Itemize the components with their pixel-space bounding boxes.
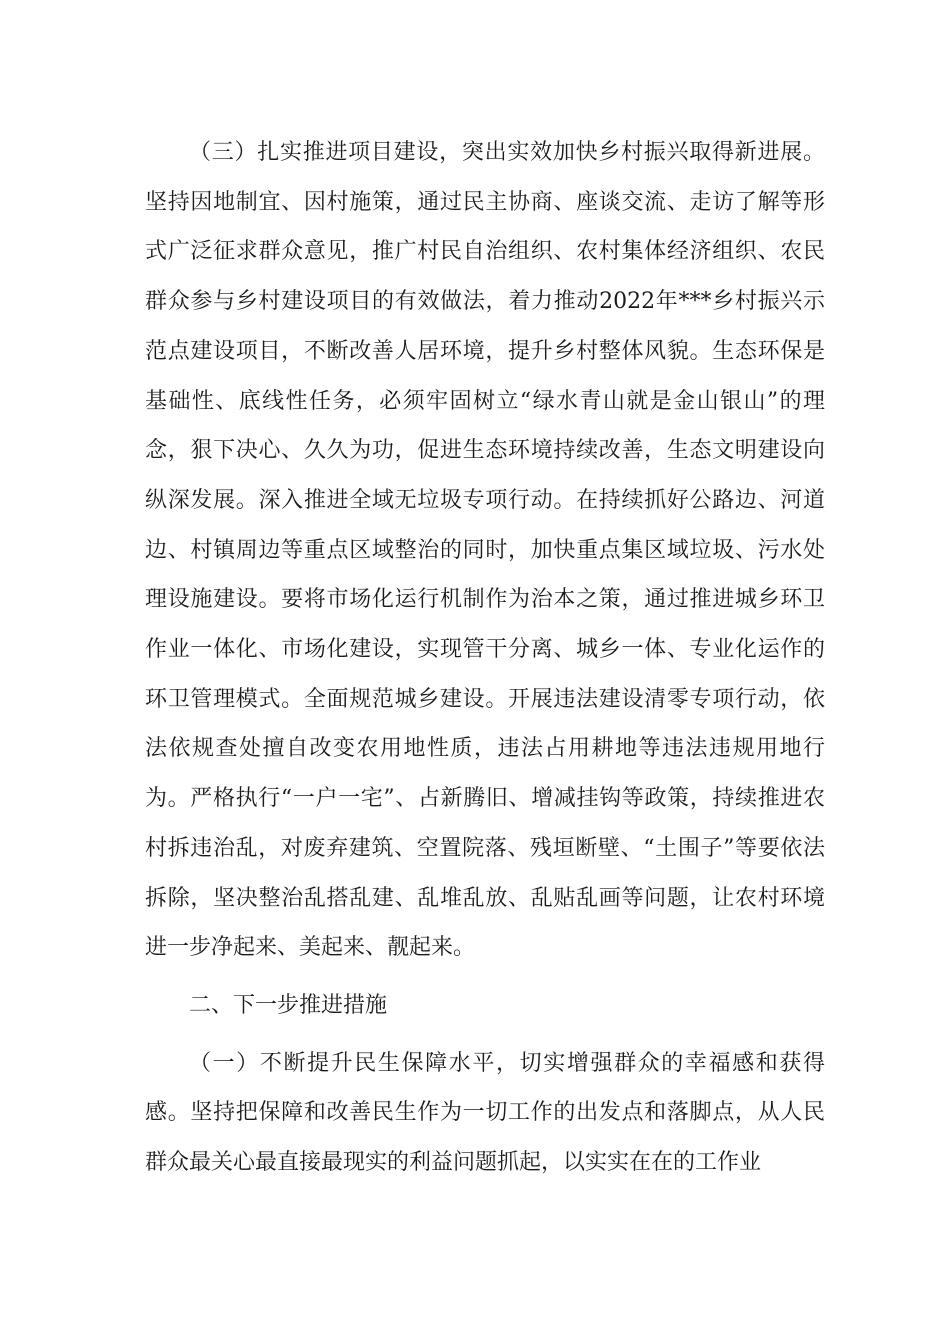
document-body — [145, 128, 825, 1188]
section-heading-next-steps: 二、下一步推进措施 — [189, 992, 388, 1018]
paragraph-project-construction: （三）扎实推进项目建设，突出实效加快乡村振兴取得新进展。坚持因地制宜、因村施策，通过民主协商、座谈交流、走访了解等形式广泛征求群众意见，推广村民自治组织、农村集体经济组织、农民群众参与乡村建设项目的有效做法，着力推动2022年***乡村振兴示范点建设项目，不断改善人居环境，提升乡村整体风貌。生态环保是基础性、底线性任务，必须牢固树立“绿水青山就是金山银山”的理念，狠下决心、久久为功，促进生态环境持续改善，生态文明建设向纵深发展。深入推进全域无垃圾专项行动。在持续抓好公路边、河道边、村镇周边等重点区域整治的同时，加快重点集区域垃圾、污水处理设施建设。要将市场化运行机制作为治本之策，通过推进城乡环卫作业一体化、市场化建设，实现管干分离、城乡一体、专业化运作的环卫管理模式。全面规范城乡建设。开展违法建设清零专项行动，依法依规查处擅自改变农用地性质，违法占用耕地等违法违规用地行为。严格执行“一户一宅”、占新腾旧、增减挂钩等政策，持续推进农村拆违治乱，对废弃建筑、空置院落、残垣断壁、“土围子”等要依法拆除，坚决整治乱搭乱建、乱堆乱放、乱贴乱画等问题，让农村环境进一步净起来、美起来、靓起来。 — [145, 140, 825, 961]
paragraph-livelihood-security: （一）不断提升民生保障水平，切实增强群众的幸福感和获得感。坚持把保障和改善民生作为一切工作的出发点和落脚点，从人民群众最关心最直接最现实的利益问题抓起，以实实在在的工作业 — [145, 1050, 825, 1176]
